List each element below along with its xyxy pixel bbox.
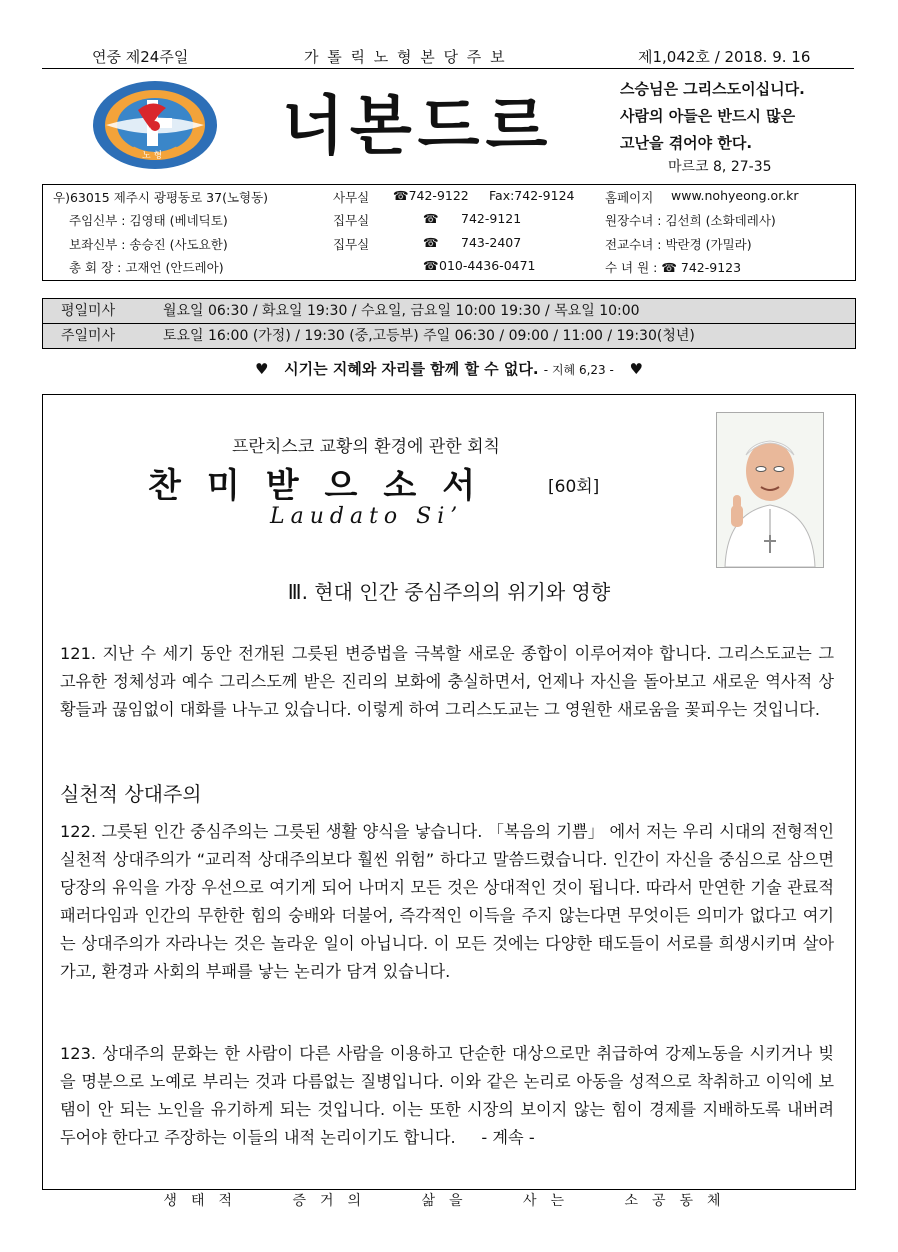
convent-phone: 수 녀 원 : ☎ 742-9123 (605, 260, 742, 275)
article-installment: [60회] (548, 477, 600, 497)
motto-text: 시기는 지혜와 자리를 함께 할 수 없다. (284, 360, 539, 378)
sunday-mass-times: 토요일 16:00 (가정) / 19:30 (중,고등부) 주일 06:30 / 09:00 / 11:00 / 19:30(청년) (163, 328, 695, 344)
weekday-mass-times: 월요일 06:30 / 화요일 19:30 / 수요일, 금요일 10:00 19:30 / 목요일 10:00 (163, 303, 640, 319)
pastor-phone: 742-9121 (461, 211, 522, 226)
heart-icon: ♥ (255, 360, 269, 378)
pastor: 주임신부 : 김영태 (베네딕토) (69, 213, 228, 228)
motto-reference: - 지혜 6,23 - (543, 363, 614, 377)
bulletin-name: 가 톨 릭 노 형 본 당 주 보 (304, 48, 507, 66)
article-subtitle: 프란치스코 교황의 환경에 관한 회칙 (232, 437, 500, 457)
paragraph-121: 121. 지난 수 세기 동안 전개된 그릇된 변증법을 극복할 새로운 종합이 이루어져야 합니다. 그리스도교는 그 고유한 정체성과 예수 그리스도께 받은 진리의 보화에 충실하면서, 언제나 자신을 돌아보고 새로운 역사적 상황들과 끊임없이 대화를 나누고 있습니다. 이렇게 하여 그리스도교는 그 영원한 새로움을 꽃피우는 것입니다. (60, 644, 834, 719)
quote-reference: 마르코 8, 27-35 (668, 159, 772, 175)
office-label: 사무실 (333, 190, 370, 205)
paragraph-123 (60, 1040, 834, 1152)
fax-number: Fax:742-9124 (489, 188, 575, 203)
phone-icon: ☎ (423, 211, 439, 226)
homepage-label: 홈페이지 (605, 190, 654, 205)
assistant-priest: 보좌신부 : 송승진 (사도요한) (69, 237, 228, 252)
bulletin-title: 너본드르 (282, 90, 554, 164)
sunday-mass-label: 주일미사 (61, 328, 116, 344)
top-header (42, 44, 854, 69)
weekly-motto (0, 358, 898, 379)
liturgical-week: 연중 제24주일 (92, 48, 189, 66)
superior-sister: 원장수녀 : 김선희 (소화데레사) (605, 213, 776, 228)
rectory-label: 집무실 (333, 237, 370, 252)
logo-label: 노 형 (142, 151, 163, 161)
continued-note: - 계속 - (481, 1128, 535, 1147)
weekday-mass-row (43, 299, 855, 323)
gospel-quote (620, 76, 805, 157)
parish-logo (92, 80, 218, 170)
office-phone: ☎742-9122 (393, 188, 469, 203)
pope-illustration-icon (717, 413, 823, 567)
weekday-mass-label: 평일미사 (61, 303, 116, 319)
quote-line: 스승님은 그리스도이십니다. (620, 80, 805, 98)
article-title: 찬미받으소서 (148, 466, 502, 506)
chairman-phone: 010-4436-0471 (439, 258, 536, 273)
rectory-label: 집무실 (333, 213, 370, 228)
sunday-mass-row (43, 323, 855, 348)
article-latin-title: Laudato Si’ (270, 504, 464, 529)
phone-icon: ☎ (423, 258, 439, 273)
council-chairman: 총 회 장 : 고재언 (안드레아) (69, 260, 224, 275)
footer-slogan: 생태적 증거의 삶을 사는 소공동체 (163, 1193, 735, 1209)
section-heading: Ⅲ. 현대 인간 중심주의의 위기와 영향 (287, 580, 611, 604)
issue-date: 제1,042호 / 2018. 9. 16 (638, 48, 811, 66)
assistant-phone: 743-2407 (461, 235, 522, 250)
mass-schedule (42, 298, 856, 349)
mission-sister: 전교수녀 : 박란경 (가밀라) (605, 237, 752, 252)
parish-info-box (42, 184, 856, 281)
quote-line: 사람의 아들은 반드시 많은 (620, 107, 796, 125)
homepage-link[interactable]: www.nohyeong.or.kr (671, 188, 799, 203)
quote-line: 고난을 겪어야 한다. (620, 134, 753, 152)
phone-icon: ☎ (423, 235, 439, 250)
pope-portrait (716, 412, 824, 568)
paragraph-122: 122. 그릇된 인간 중심주의는 그릇된 생활 양식을 낳습니다. 「복음의 기쁨」 에서 저는 우리 시대의 전형적인 실천적 상대주의가 “교리적 상대주의보다 훨씬 위험” 하다고 말씀드렸습니다. 인간이 자신을 중심으로 삼으면 당장의 유익을 가장 우선으로 여기게 되어 나머지 모든 것은 상대적인 것이 됩니다. 따라서 만연한 기술 관료적 패러다임과 인간의 무한한 힘의 숭배와 더불어, 즉각적인 이득을 주지 않는다면 무엇이든 의미가 없다고 여기는 상대주의가 자라나는 것은 놀라운 일이 아닙니다. 이 모든 것에는 다양한 태도들이 서로를 희생시키며 살아가고, 환경과 사회의 부패를 낳는 논리가 담겨 있습니다. (60, 822, 834, 981)
heart-icon: ♥ (629, 360, 643, 378)
address: 우)63015 제주시 광평동로 37(노형동) (53, 190, 269, 205)
subheading: 실천적 상대주의 (60, 782, 202, 806)
paragraph-123-text: 123. 상대주의 문화는 한 사람이 다른 사람을 이용하고 단순한 대상으로만 취급하여 강제노동을 시키거나 빚을 명분으로 노예로 부리는 것과 다름없는 질병입니다. 이와 같은 논리로 아동을 성적으로 착취하고 이익에 보탬이 안 되는 노인을 유기하게 되는 것입니다. 이는 또한 시장의 보이지 않는 힘이 경제를 지배하도록 내버려 두어야 한다고 주장하는 이들의 내적 논리이기도 합니다. (60, 1044, 834, 1147)
